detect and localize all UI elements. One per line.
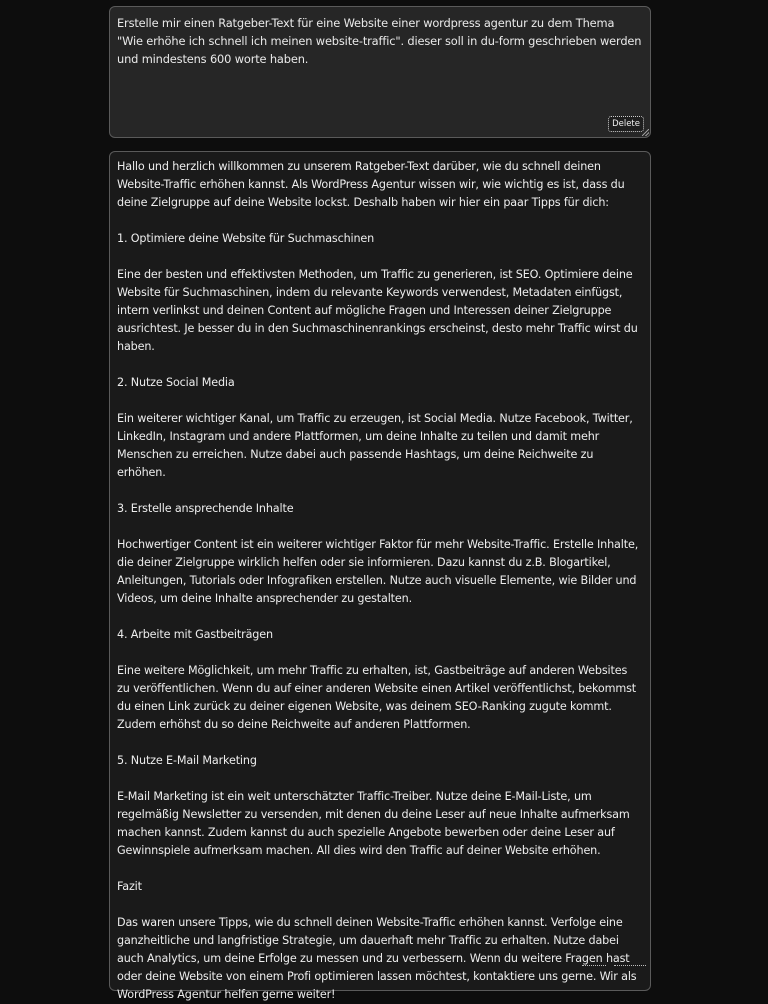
delete-button[interactable]: Delete — [608, 116, 644, 132]
response-action-button-2[interactable] — [614, 965, 646, 976]
section-body: Eine weitere Möglichkeit, um mehr Traffic zu erhalten, ist, Gastbeiträge auf anderen Websites zu veröffentlichen. Wenn du auf einer anderen Website einen Artikel veröffentlichst, bekommst du einen Link zurück zu deiner eigenen Website, was deinem SEO-Ranking zugute kommt. Zudem erhöhst du so deine Reichweite auf anderen Plattformen. — [117, 664, 636, 731]
resize-handle-icon[interactable] — [642, 129, 649, 136]
response-textarea[interactable] — [109, 151, 651, 1001]
prompt-textarea[interactable] — [109, 6, 651, 138]
section-heading: Fazit — [117, 880, 142, 893]
section-heading: 5. Nutze E-Mail Marketing — [117, 754, 257, 767]
section-heading: 4. Arbeite mit Gastbeiträgen — [117, 628, 273, 641]
response-body — [110, 152, 650, 1004]
section-heading: 3. Erstelle ansprechende Inhalte — [117, 502, 294, 515]
section-body: Eine der besten und effektivsten Methoden, um Traffic zu generieren, ist SEO. Optimiere deine Website für Suchmaschinen, indem du relevante Keywords verwendest, Metadaten einfügst, intern verlinkst und deinen Content auf mögliche Fragen und Interessen deiner Zielgruppe ausrichtest. Je besser du in den Suchmaschinenrankings erscheinst, desto mehr Traffic wirst du haben. — [117, 268, 638, 353]
section-body: Hochwertiger Content ist ein weiterer wichtiger Faktor für mehr Website-Traffic. Erstelle Inhalte, die deiner Zielgruppe wirklich helfen oder sie informieren. Dazu kannst du z.B. Blogartikel, Anleitungen, Tutorials oder Infografiken erstellen. Nutze auch visuelle Elemente, wie Bilder und Videos, um deine Inhalte ansprechender zu gestalten. — [117, 538, 639, 605]
section-heading: 1. Optimiere deine Website für Suchmaschinen — [117, 232, 375, 245]
section-heading: 2. Nutze Social Media — [117, 376, 235, 389]
intro-paragraph: Hallo und herzlich willkommen zu unserem Ratgeber-Text darüber, wie du schnell deinen Website-Traffic erhöhen kannst. Als WordPress Agentur wissen wir, wie wichtig es ist, dass du deine Zielgruppe auf deine Website lockst. Deshalb haben wir hier ein paar Tipps für dich: — [117, 160, 625, 209]
prompt-text[interactable]: Erstelle mir einen Ratgeber-Text für eine Website einer wordpress agentur zu dem Thema "Wie erhöhe ich schnell ich meinen website-traffic". dieser soll in du-form geschrieben werden und mindestens 600 worte haben. — [117, 16, 645, 66]
section-body: E-Mail Marketing ist ein weit unterschätzter Traffic-Treiber. Nutze deine E-Mail-Liste, um regelmäßig Newsletter zu versenden, mit denen du deine Leser auf neue Inhalte aufmerksam machen kannst. Zudem kannst du auch spezielle Angebote bewerben oder deine Leser auf Gewinnspiele aufmerksam machen. All dies wird den Traffic auf deiner Website erhöhen. — [117, 790, 630, 857]
section-body: Ein weiterer wichtiger Kanal, um Traffic zu erzeugen, ist Social Media. Nutze Facebook, Twitter, LinkedIn, Instagram und andere Plattformen, um deine Inhalte zu teilen und damit mehr Menschen zu erreichen. Nutze dabei auch passende Hashtags, um deine Reichweite zu erhöhen. — [117, 412, 633, 479]
response-action-button-1[interactable] — [582, 965, 606, 976]
section-body: Das waren unsere Tipps, wie du schnell deinen Website-Traffic erhöhen kannst. Verfolge eine ganzheitliche und langfristige Strategie, um dauerhaft mehr Traffic zu erhalten. Nutze dabei auch Analytics, um deine Erfolge zu messen und zu verbessern. Wenn du weitere Fragen hast oder deine Website von einem Profi optimieren lassen möchtest, kontaktiere uns gerne. Wir als WordPress Agentur helfen gerne weiter! — [117, 916, 637, 1001]
